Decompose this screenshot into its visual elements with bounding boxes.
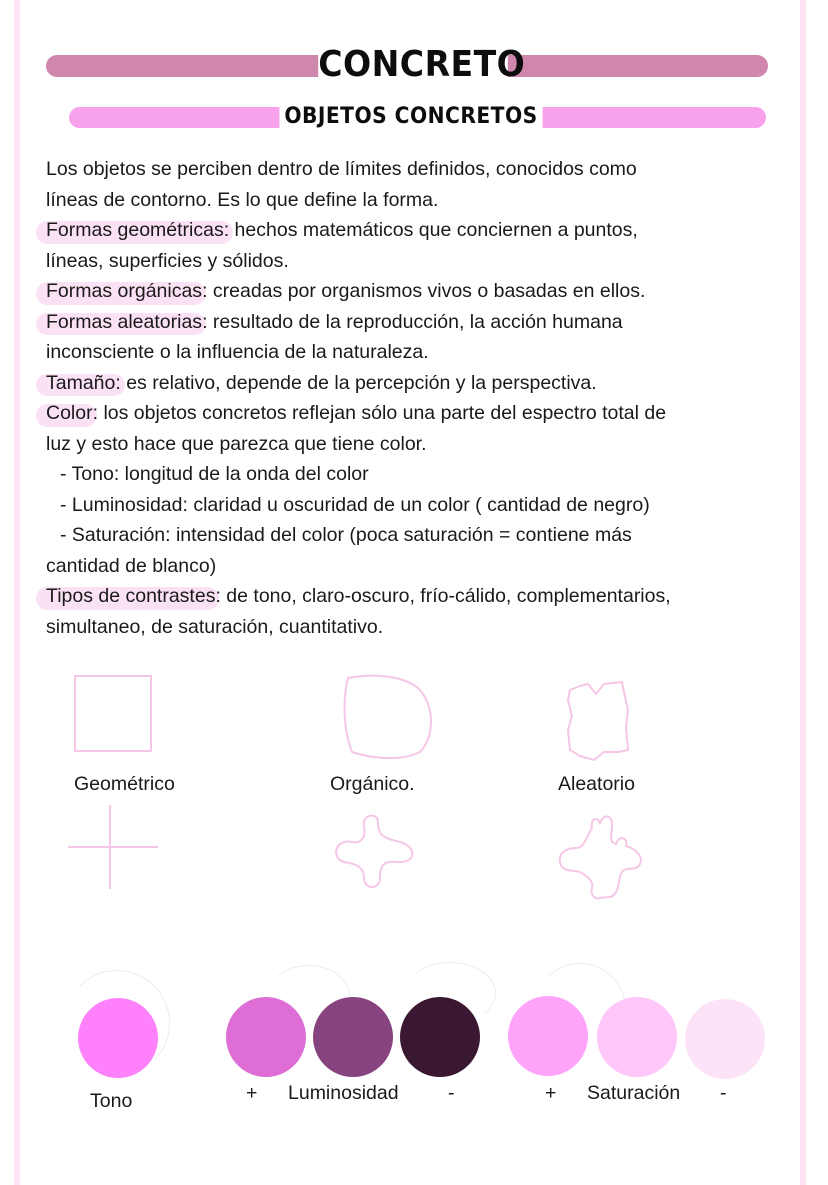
label-geometrico: Geométrico bbox=[74, 773, 175, 795]
swatch-luminosidad-1 bbox=[226, 997, 306, 1077]
formas-aleatorias: Formas aleatorias: resultado de la reproducción, la acción humana bbox=[46, 307, 796, 338]
swatch-saturacion-3 bbox=[685, 999, 765, 1079]
swatch-saturacion-1 bbox=[508, 996, 588, 1076]
organic-blob-shape-icon bbox=[334, 812, 420, 897]
term-highlight: Formas aleatorias bbox=[46, 307, 202, 338]
saturacion-plus: + bbox=[545, 1082, 557, 1104]
term-highlight: Color bbox=[46, 398, 93, 429]
swatch-saturacion-2 bbox=[597, 997, 677, 1077]
intro-line-1: Los objetos se perciben dentro de límites definidos, conocidos como bbox=[46, 158, 637, 180]
body-text bbox=[46, 154, 796, 642]
saturacion-item: - Saturación: intensidad del color (poca saturación = contiene más bbox=[60, 524, 632, 546]
page-subtitle: OBJETOS CONCRETOS bbox=[279, 99, 542, 135]
tipos-contrastes: Tipos de contrastes: de tono, claro-oscuro, frío-cálido, complementarios, bbox=[46, 581, 796, 612]
tono-item: - Tono: longitud de la onda del color bbox=[60, 463, 369, 485]
tamano: Tamaño: es relativo, depende de la percepción y la perspectiva. bbox=[46, 368, 796, 399]
formas-geometricas-cont: líneas, superficies y sólidos. bbox=[46, 249, 289, 272]
page-border-right bbox=[800, 0, 806, 1185]
tipos-contrastes-cont: simultaneo, de saturación, cuantitativo. bbox=[46, 615, 384, 638]
swatch-luminosidad-3 bbox=[400, 997, 480, 1077]
saturacion-item-cont: cantidad de blanco) bbox=[46, 554, 217, 577]
intro-line-2: líneas de contorno. Es lo que define la forma. bbox=[46, 188, 439, 211]
swatch-tono bbox=[78, 998, 158, 1078]
formas-aleatorias-cont: inconsciente o la influencia de la naturaleza. bbox=[46, 341, 429, 363]
label-tono: Tono bbox=[90, 1090, 133, 1112]
formas-organicas: Formas orgánicas: creadas por organismos vivos o basadas en ellos. bbox=[46, 276, 796, 307]
luminosidad-plus: + bbox=[246, 1082, 258, 1104]
square-shape-icon bbox=[74, 675, 154, 758]
label-luminosidad: Luminosidad bbox=[288, 1082, 399, 1104]
formas-geometricas: Formas geométricas: hechos matemáticos que conciernen a puntos, bbox=[46, 215, 796, 246]
random-blob-shape-icon bbox=[556, 812, 656, 909]
term-highlight: Formas orgánicas bbox=[46, 276, 202, 307]
label-saturacion: Saturación bbox=[587, 1082, 681, 1104]
page-title: CONCRETO bbox=[318, 42, 508, 88]
color: Color: los objetos concretos reflejan sólo una parte del espectro total de bbox=[46, 398, 796, 429]
label-organico: Orgánico. bbox=[330, 773, 415, 795]
cross-shape-icon bbox=[68, 805, 160, 896]
luminosidad-item: - Luminosidad: claridad u oscuridad de un color ( cantidad de negro) bbox=[60, 493, 650, 516]
term-highlight: Tamaño: bbox=[46, 368, 121, 399]
saturacion-minus: - bbox=[720, 1082, 727, 1104]
random-shape-icon bbox=[566, 680, 646, 769]
page-border-left bbox=[14, 0, 20, 1185]
luminosidad-minus: - bbox=[448, 1082, 455, 1104]
term-highlight: Formas geométricas: bbox=[46, 215, 229, 246]
swatch-luminosidad-2 bbox=[313, 997, 393, 1077]
color-cont: luz y esto hace que parezca que tiene color. bbox=[46, 432, 427, 455]
term-highlight: Tipos de contrastes bbox=[46, 581, 215, 612]
label-aleatorio: Aleatorio bbox=[558, 773, 635, 795]
organic-d-shape-icon bbox=[340, 672, 436, 765]
